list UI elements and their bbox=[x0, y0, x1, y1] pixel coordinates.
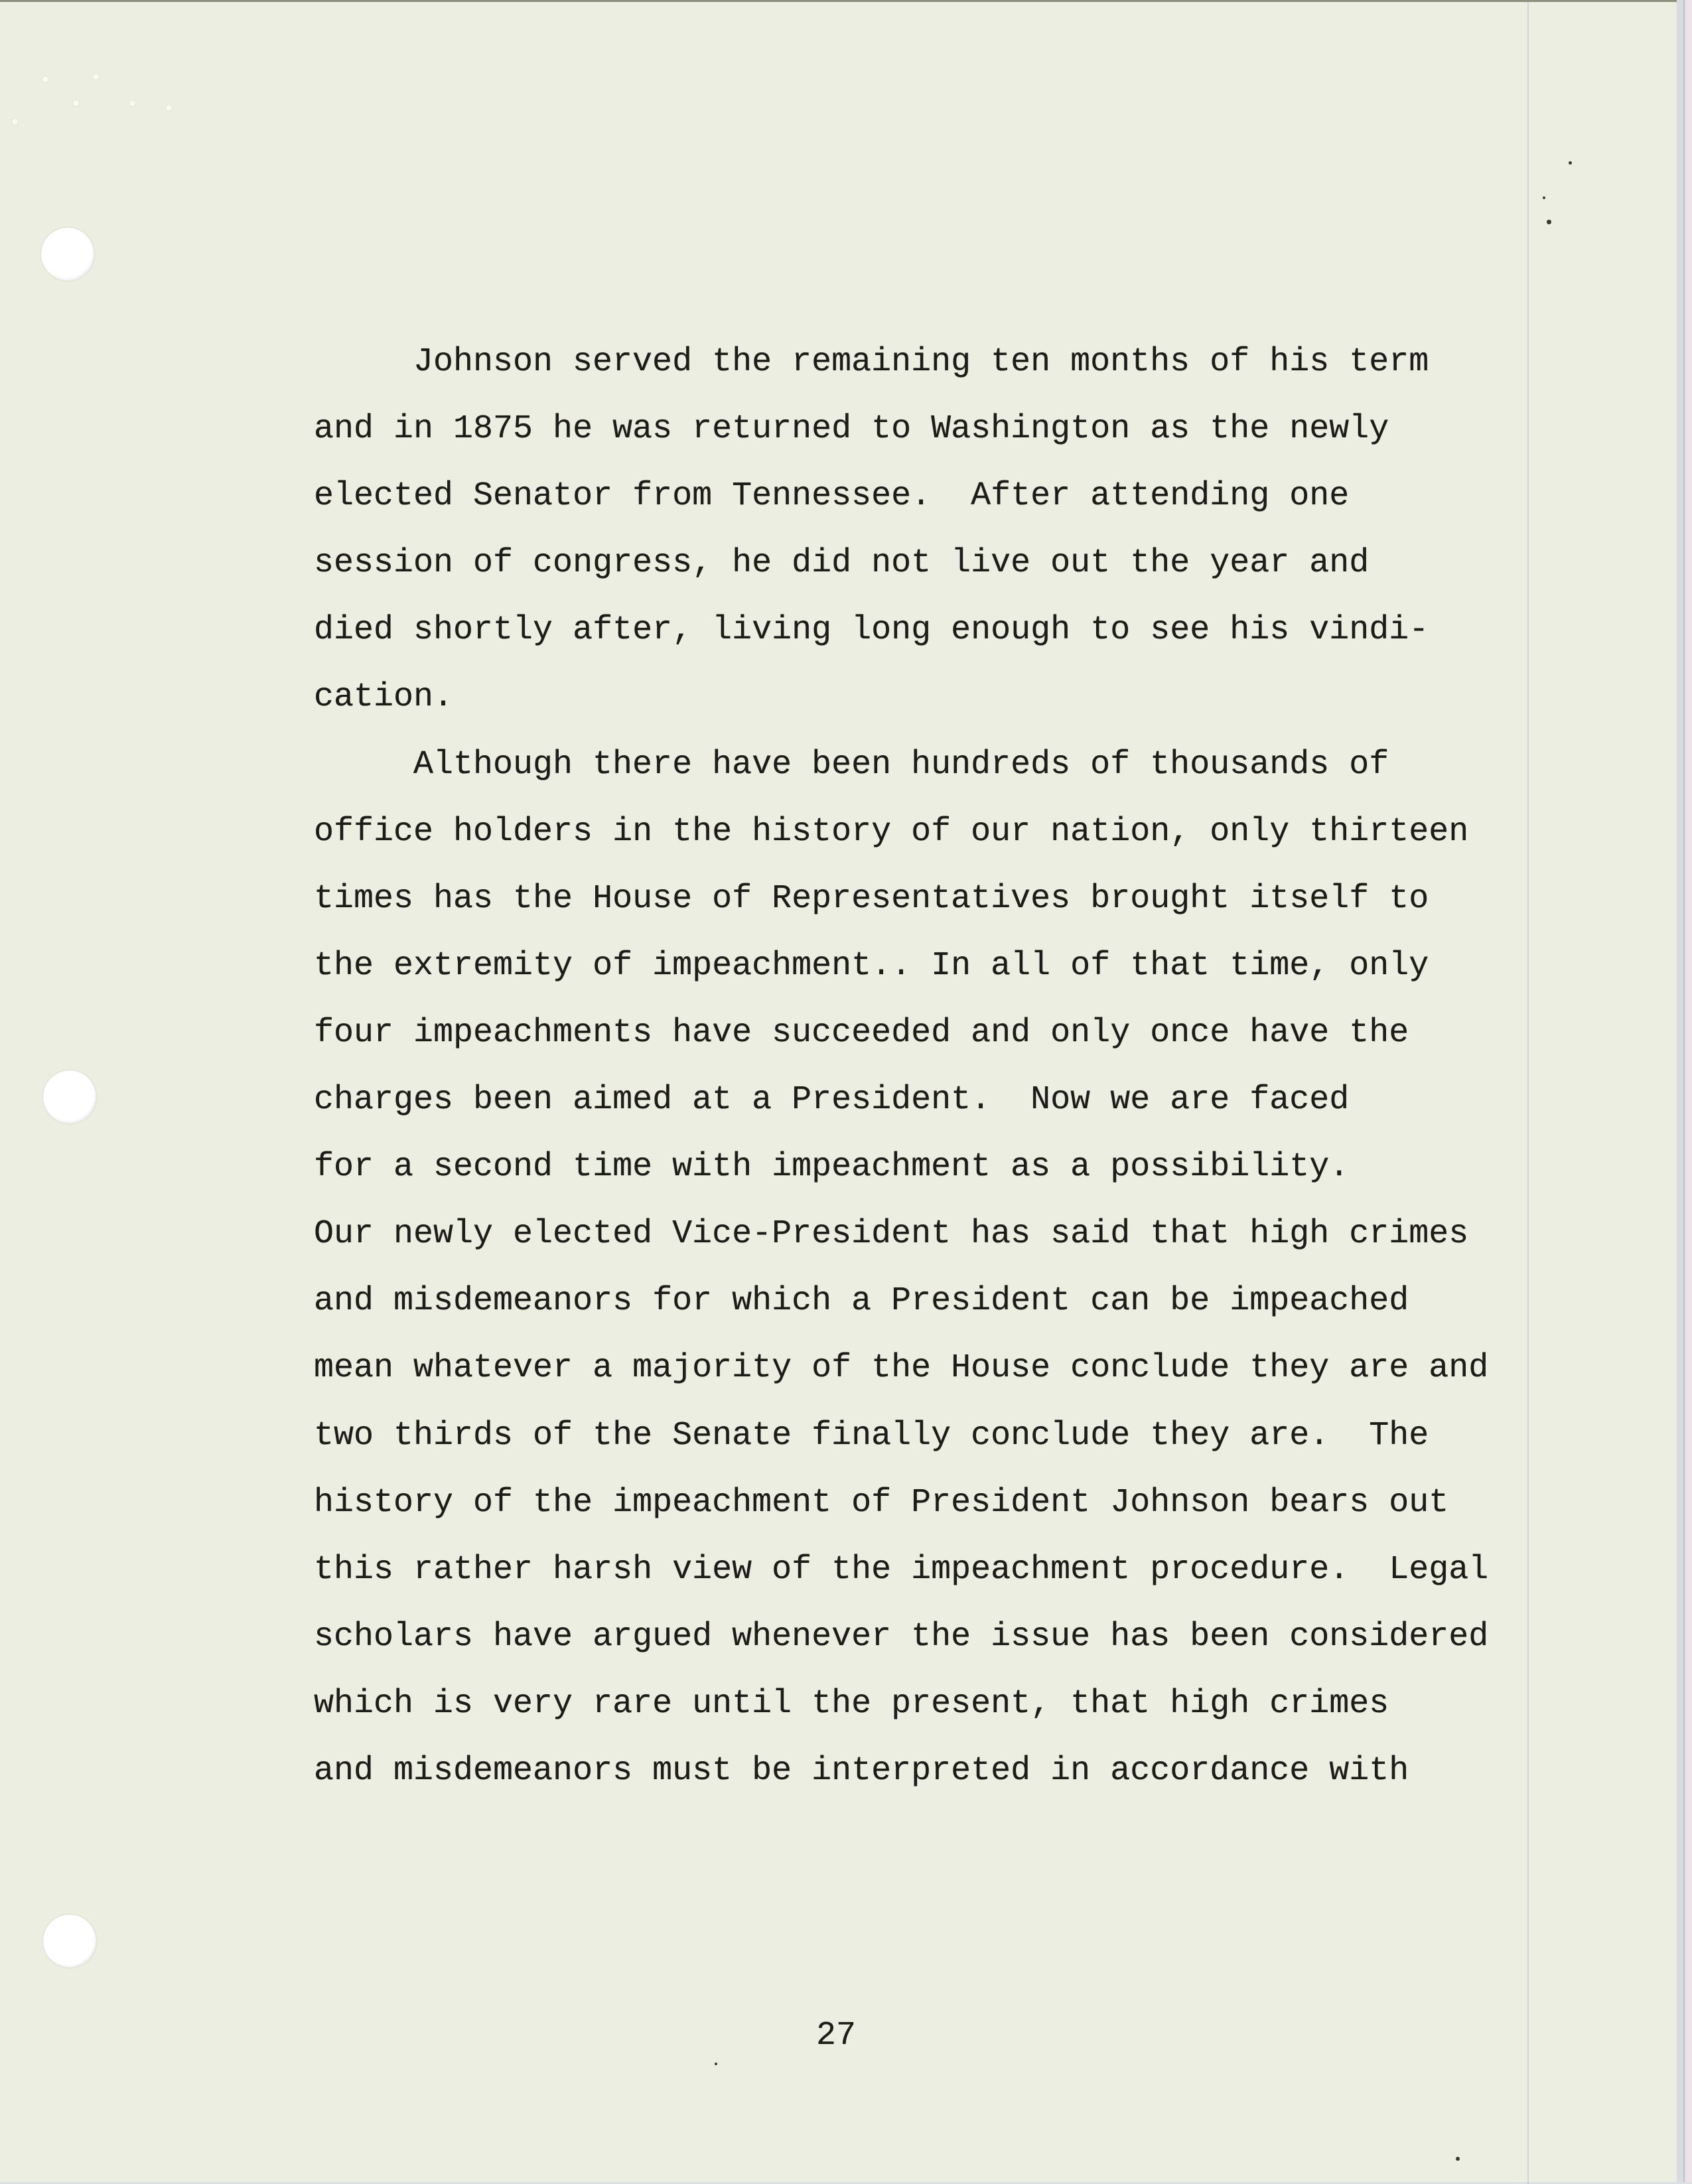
text-line: times has the House of Representatives brought itself to bbox=[314, 879, 1429, 918]
text-line: and misdemeanors must be interpreted in accordance with bbox=[314, 1751, 1409, 1790]
ink-speck bbox=[1456, 2157, 1460, 2161]
paper-speck bbox=[93, 74, 99, 80]
text-line: for a second time with impeachment as a possibility. bbox=[314, 1148, 1350, 1187]
text-line: died shortly after, living long enough to see his vindi- bbox=[314, 611, 1429, 650]
paper-speck bbox=[12, 119, 18, 125]
text-line: office holders in the history of our nation, only thirteen bbox=[314, 812, 1469, 851]
text-line: Johnson served the remaining ten months of his term bbox=[413, 343, 1429, 381]
text-line: Our newly elected Vice-President has said that high crimes bbox=[314, 1215, 1469, 1254]
text-line: two thirds of the Senate finally conclude they are. The bbox=[314, 1416, 1429, 1455]
text-line: history of the impeachment of President Johnson bears out bbox=[314, 1483, 1449, 1522]
paper-speck bbox=[73, 100, 79, 106]
paper-speck bbox=[129, 100, 135, 106]
ink-speck bbox=[1543, 196, 1545, 199]
ink-speck bbox=[715, 2063, 717, 2065]
paper-right-edge bbox=[1677, 0, 1685, 2182]
text-line: cation. bbox=[314, 678, 454, 717]
typed-body-text bbox=[314, 328, 1641, 1804]
text-line: which is very rare until the present, that high crimes bbox=[314, 1684, 1389, 1723]
text-line: the extremity of impeachment.. In all of that time, only bbox=[314, 946, 1429, 985]
text-line: scholars have argued whenever the issue has been considered bbox=[314, 1617, 1489, 1656]
text-line: this rather harsh view of the impeachment procedure. Legal bbox=[314, 1550, 1489, 1589]
punch-hole-top bbox=[41, 228, 94, 281]
punch-hole-bottom bbox=[43, 1915, 96, 1968]
text-line: and in 1875 he was returned to Washington as the newly bbox=[314, 410, 1389, 449]
page-number: 27 bbox=[816, 2017, 857, 2055]
scan-background-strip bbox=[1686, 0, 1692, 2182]
ink-speck bbox=[1569, 161, 1572, 165]
text-line: charges been aimed at a President. Now we are faced bbox=[314, 1081, 1350, 1120]
paper-speck bbox=[42, 76, 48, 82]
text-line: and misdemeanors for which a President can be impeached bbox=[314, 1282, 1409, 1321]
text-line: session of congress, he did not live out the year and bbox=[314, 544, 1370, 583]
text-line: mean whatever a majority of the House conclude they are and bbox=[314, 1349, 1489, 1388]
punch-hole-middle bbox=[43, 1070, 96, 1124]
ink-speck bbox=[1547, 220, 1551, 224]
paper-speck bbox=[166, 105, 172, 111]
text-line: four impeachments have succeeded and only once have the bbox=[314, 1013, 1409, 1052]
text-line: elected Senator from Tennessee. After attending one bbox=[314, 477, 1350, 516]
text-line: Although there have been hundreds of thousands of bbox=[413, 745, 1389, 784]
